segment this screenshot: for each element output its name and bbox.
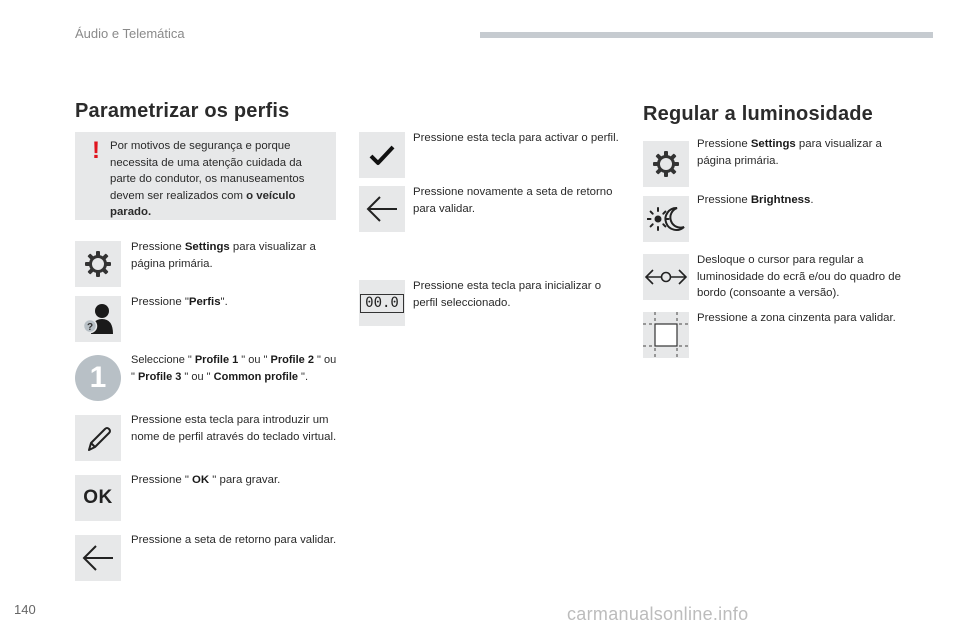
warning-text: Por motivos de segurança e porque necessita de uma atenção cuidada da parte do condutor, os manuseamentos devem ser realizados com o veículo parado. — [110, 140, 305, 218]
middle-step-activate — [413, 130, 623, 147]
left-step-pencil — [131, 412, 341, 445]
step-text: " para gravar. — [209, 474, 281, 486]
svg-text:?: ? — [86, 322, 94, 333]
pencil-icon — [75, 415, 121, 461]
back-arrow-icon — [75, 535, 121, 581]
middle-step-back — [413, 184, 623, 217]
profile-icon — [75, 296, 121, 342]
step-text: Pressione — [697, 194, 751, 206]
step-text: Pressione a seta de retorno para validar. — [131, 534, 337, 546]
step-text: Pressione esta tecla para inicializar o perfil seleccionado. — [413, 280, 602, 309]
section-header-title: Áudio e Telemática — [75, 26, 185, 41]
step-text: Pressione novamente a seta de retorno para validar. — [413, 186, 613, 215]
step-text: Desloque o cursor para regular a luminosidade do ecrã e/ou do quadro de bordo (consoante a versão). — [697, 254, 901, 299]
step-text: Pressione esta tecla para activar o perfil. — [413, 132, 619, 144]
gear-icon — [643, 141, 689, 187]
emphasized-text: Perfis — [188, 296, 221, 308]
step-text: " ou " — [131, 354, 337, 383]
reset-digits-icon — [359, 280, 405, 326]
watermark: carmanualsonline.info — [567, 604, 749, 624]
emphasized-text: Profile 3 — [137, 370, 182, 383]
emphasized-text: Settings — [750, 138, 796, 150]
left-step-back — [131, 532, 341, 549]
right-step-grey-zone — [697, 310, 907, 327]
step-text: Pressione — [697, 138, 751, 150]
middle-step-reset — [413, 278, 625, 311]
grey-zone-icon — [643, 312, 689, 358]
emphasized-text: Profile 2 — [270, 354, 314, 366]
ok-icon — [75, 475, 121, 521]
step-text: Seleccione " — [131, 354, 195, 366]
emphasized-text: Common profile — [213, 370, 298, 383]
step-text: Pressione esta tecla para introduzir um nome de perfil através do teclado virtual. — [131, 414, 337, 443]
number-one-icon: 1 — [75, 355, 121, 401]
step-text: " ou " — [238, 354, 271, 366]
warning-icon: ! — [92, 137, 100, 164]
back-arrow-icon — [359, 186, 405, 232]
step-text: Pressione a zona cinzenta para validar. — [697, 312, 896, 324]
step-text: para visualizar a página primária. — [131, 241, 316, 270]
left-step-perfis — [131, 294, 341, 311]
right-section-title: Regular a luminosidade — [643, 103, 874, 125]
header-bar — [480, 32, 933, 38]
reset-digits-label: 00.0 — [360, 294, 404, 313]
right-step-slider — [697, 252, 909, 302]
left-step-ok — [131, 472, 341, 489]
left-step-select-profile — [131, 352, 343, 385]
step-text: Pressione " — [131, 296, 189, 308]
step-text: para visualizar a página primária. — [697, 138, 882, 167]
step-text: " ou " — [181, 370, 214, 383]
step-text: ". — [298, 370, 309, 383]
gear-icon — [75, 241, 121, 287]
page-number: 140 — [14, 602, 36, 617]
step-text: . — [810, 194, 814, 206]
emphasized-text: OK — [192, 474, 210, 486]
left-section-title: Parametrizar os perfis — [75, 100, 290, 122]
left-step-settings — [131, 239, 341, 272]
checkmark-icon — [359, 132, 405, 178]
brightness-icon — [643, 196, 689, 242]
step-text: Pressione " — [131, 474, 193, 486]
right-step-settings — [697, 136, 907, 169]
ok-icon-label: OK — [83, 487, 113, 508]
step-text: ". — [220, 296, 228, 308]
slider-icon — [643, 254, 689, 300]
emphasized-text: Brightness — [750, 194, 811, 206]
right-step-brightness — [697, 192, 907, 209]
emphasized-text: Profile 1 — [194, 354, 239, 366]
step-text: Pressione — [131, 241, 185, 253]
emphasized-text: Settings — [184, 241, 230, 253]
